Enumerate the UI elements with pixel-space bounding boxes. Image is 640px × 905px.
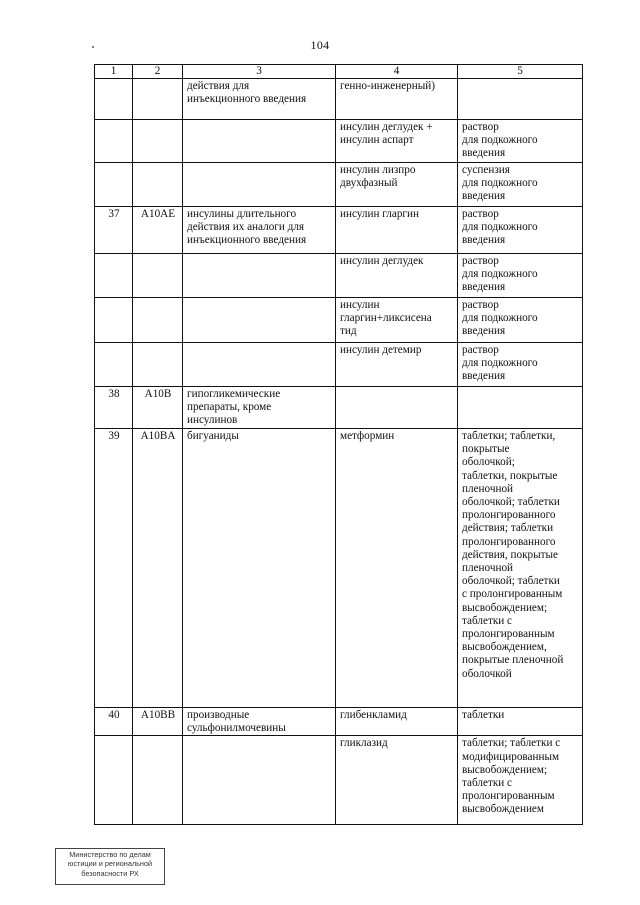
dosage-form-line: оболочкой (462, 667, 512, 680)
dosage-form-line: для подкожного (462, 134, 538, 147)
atc-code-cell (133, 343, 183, 387)
dosage-form-line: оболочкой; таблетки (462, 575, 560, 588)
dosage-form-line: введения (462, 190, 506, 203)
dosage-form-cell (458, 708, 583, 736)
atc-code-cell (133, 120, 183, 163)
substance-cell (336, 79, 458, 120)
table-header-row (95, 65, 583, 79)
dosage-form-line: оболочкой; (462, 456, 515, 469)
row-number-cell (95, 254, 133, 298)
dosage-form-line: пролонгированным (462, 790, 555, 803)
row-number-cell (95, 708, 133, 736)
substance-cell (336, 254, 458, 298)
dosage-form-cell (458, 207, 583, 254)
dosage-form-line: пролонгированным (462, 628, 555, 641)
substance-cell (336, 343, 458, 387)
substance-cell (336, 298, 458, 343)
dosage-form-line: оболочкой; таблетки (462, 496, 560, 509)
atc-code-cell (133, 254, 183, 298)
table-row (95, 79, 583, 120)
table-row (95, 736, 583, 825)
group-name-line: сульфонилмочевины (187, 722, 286, 735)
dosage-form-line: введения (462, 281, 506, 294)
group-name-line: гипогликемические (187, 388, 281, 400)
substance-line: глибенкламид (340, 709, 407, 721)
dosage-form-line: таблетки, покрытые (462, 469, 558, 482)
substance-cell (336, 736, 458, 825)
dosage-form-line: высвобождением, (462, 641, 547, 654)
group-name-line: производные (187, 709, 250, 721)
group-name-line: инсулинов (187, 414, 238, 427)
dosage-form-line: высвобождением; (462, 601, 548, 614)
dosage-form-line: пленочной (462, 482, 514, 495)
dosage-form-line: для подкожного (462, 312, 538, 325)
group-name-cell (183, 163, 336, 207)
row-number: 37 (108, 208, 120, 220)
drug-list-table (94, 64, 583, 825)
atc-code: A10B (144, 388, 172, 400)
group-name-cell (183, 343, 336, 387)
atc-code-cell (133, 163, 183, 207)
table-row (95, 708, 583, 736)
dosage-form-line: пролонгированного (462, 535, 556, 548)
atc-code-cell (133, 387, 183, 429)
atc-code-cell (133, 429, 183, 708)
stamp-line: юстиции и региональной (67, 859, 153, 869)
substance-line: инсулин лизпро (340, 164, 416, 176)
group-name-cell (183, 708, 336, 736)
row-number-cell (95, 387, 133, 429)
stamp-line: безопасности РХ (81, 868, 139, 878)
dosage-form-cell (458, 343, 583, 387)
group-name-line: препараты, кроме (187, 401, 272, 414)
substance-line: инсулин аспарт (340, 134, 414, 147)
group-name-line: инъекционного введения (187, 234, 307, 247)
page-number: 104 (310, 38, 330, 52)
table-row (95, 387, 583, 429)
dosage-form-line: пленочной (462, 562, 514, 575)
row-number-cell (95, 429, 133, 708)
dosage-form-cell (458, 79, 583, 120)
dosage-form-line: для подкожного (462, 221, 538, 234)
table-row (95, 254, 583, 298)
substance-line: двухфазный (340, 177, 398, 190)
substance-line: метформин (340, 430, 395, 442)
header-col-5: 5 (458, 65, 583, 79)
group-name-cell (183, 207, 336, 254)
row-number-cell (95, 736, 133, 825)
dosage-form-line: введения (462, 325, 506, 338)
substance-line: гликлазид (340, 737, 388, 750)
atc-code: A10BB (140, 709, 176, 721)
group-name-line: действия для (187, 80, 250, 92)
atc-code-cell (133, 207, 183, 254)
dosage-form-line: пролонгированного (462, 509, 556, 522)
atc-code-cell (133, 708, 183, 736)
substance-line: инсулин детемир (340, 344, 422, 356)
dosage-form-line: раствор (462, 344, 499, 356)
dosage-form-cell (458, 736, 583, 825)
substance-line: тид (340, 325, 357, 338)
dosage-form-line: таблетки; таблетки, (462, 430, 556, 442)
dosage-form-cell (458, 298, 583, 343)
dosage-form-cell (458, 163, 583, 207)
substance-cell (336, 429, 458, 708)
table-row (95, 120, 583, 163)
row-number-cell (95, 120, 133, 163)
dosage-form-line: с пролонгированным (462, 588, 563, 601)
dosage-form-line: таблетки с (462, 777, 513, 790)
dosage-form-line: действия; таблетки (462, 522, 554, 535)
substance-line: генно-инженерный) (340, 80, 435, 92)
dosage-form-line: модифицированным (462, 750, 560, 763)
substance-line: инсулин гларгин (340, 208, 419, 220)
group-name-cell (183, 120, 336, 163)
group-name-line: инсулины длительного (187, 208, 297, 220)
row-number-cell (95, 163, 133, 207)
dosage-form-line: высвобождением; (462, 763, 548, 776)
row-number: 38 (108, 388, 120, 400)
row-number-cell (95, 79, 133, 120)
dosage-form-line: для подкожного (462, 177, 538, 190)
header-col-4: 4 (336, 65, 458, 79)
row-number: 39 (108, 430, 120, 442)
dosage-form-cell (458, 120, 583, 163)
table-row (95, 429, 583, 708)
stamp-line: Министерство по делам (69, 850, 151, 859)
header-col-3: 3 (183, 65, 336, 79)
header-col-1: 1 (95, 65, 133, 79)
dosage-form-line: раствор (462, 255, 499, 267)
group-name-cell (183, 387, 336, 429)
substance-line: гларгин+ликсисена (340, 312, 432, 325)
dosage-form-line: для подкожного (462, 268, 538, 281)
substance-cell (336, 387, 458, 429)
dosage-form-line: высвобождением (462, 803, 544, 816)
dosage-form-line: покрытые (462, 443, 510, 456)
group-name-line: действия их аналоги для (187, 221, 305, 234)
atc-code-cell (133, 79, 183, 120)
table-row (95, 298, 583, 343)
dosage-form-line: раствор (462, 299, 499, 311)
atc-code: A10AE (140, 208, 176, 220)
group-name-cell (183, 298, 336, 343)
atc-code: A10BA (140, 430, 176, 442)
row-number-cell (95, 207, 133, 254)
substance-cell (336, 163, 458, 207)
group-name-cell (183, 254, 336, 298)
dosage-form-line: введения (462, 234, 506, 247)
dosage-form-cell (458, 254, 583, 298)
group-name-cell (183, 429, 336, 708)
dosage-form-line: суспензия (462, 164, 510, 176)
dosage-form-line: раствор (462, 121, 499, 133)
dosage-form-line: введения (462, 370, 506, 383)
group-name-line: бигуаниды (187, 430, 239, 442)
table-row (95, 343, 583, 387)
dosage-form-line: таблетки (462, 709, 505, 721)
group-name-cell (183, 79, 336, 120)
table-row (95, 207, 583, 254)
dosage-form-line: действия, покрытые (462, 548, 559, 561)
header-col-2: 2 (133, 65, 183, 79)
dosage-form-cell (458, 429, 583, 708)
ministry-stamp (55, 848, 165, 885)
substance-cell (336, 207, 458, 254)
dosage-form-line: для подкожного (462, 357, 538, 370)
dosage-form-line: раствор (462, 208, 499, 220)
scan-dot (92, 46, 94, 48)
dosage-form-line: таблетки; таблетки с (462, 737, 561, 750)
substance-line: инсулин деглудек + (340, 121, 433, 133)
table-row (95, 163, 583, 207)
group-name-line: инъекционного введения (187, 93, 307, 106)
row-number-cell (95, 298, 133, 343)
substance-cell (336, 120, 458, 163)
group-name-cell (183, 736, 336, 825)
row-number: 40 (108, 709, 120, 721)
substance-line: инсулин (340, 299, 380, 311)
row-number-cell (95, 343, 133, 387)
dosage-form-line: введения (462, 147, 506, 160)
dosage-form-line: таблетки с (462, 614, 513, 627)
dosage-form-cell (458, 387, 583, 429)
substance-cell (336, 708, 458, 736)
atc-code-cell (133, 736, 183, 825)
atc-code-cell (133, 298, 183, 343)
dosage-form-line: покрытые пленочной (462, 654, 564, 667)
substance-line: инсулин деглудек (340, 255, 424, 267)
